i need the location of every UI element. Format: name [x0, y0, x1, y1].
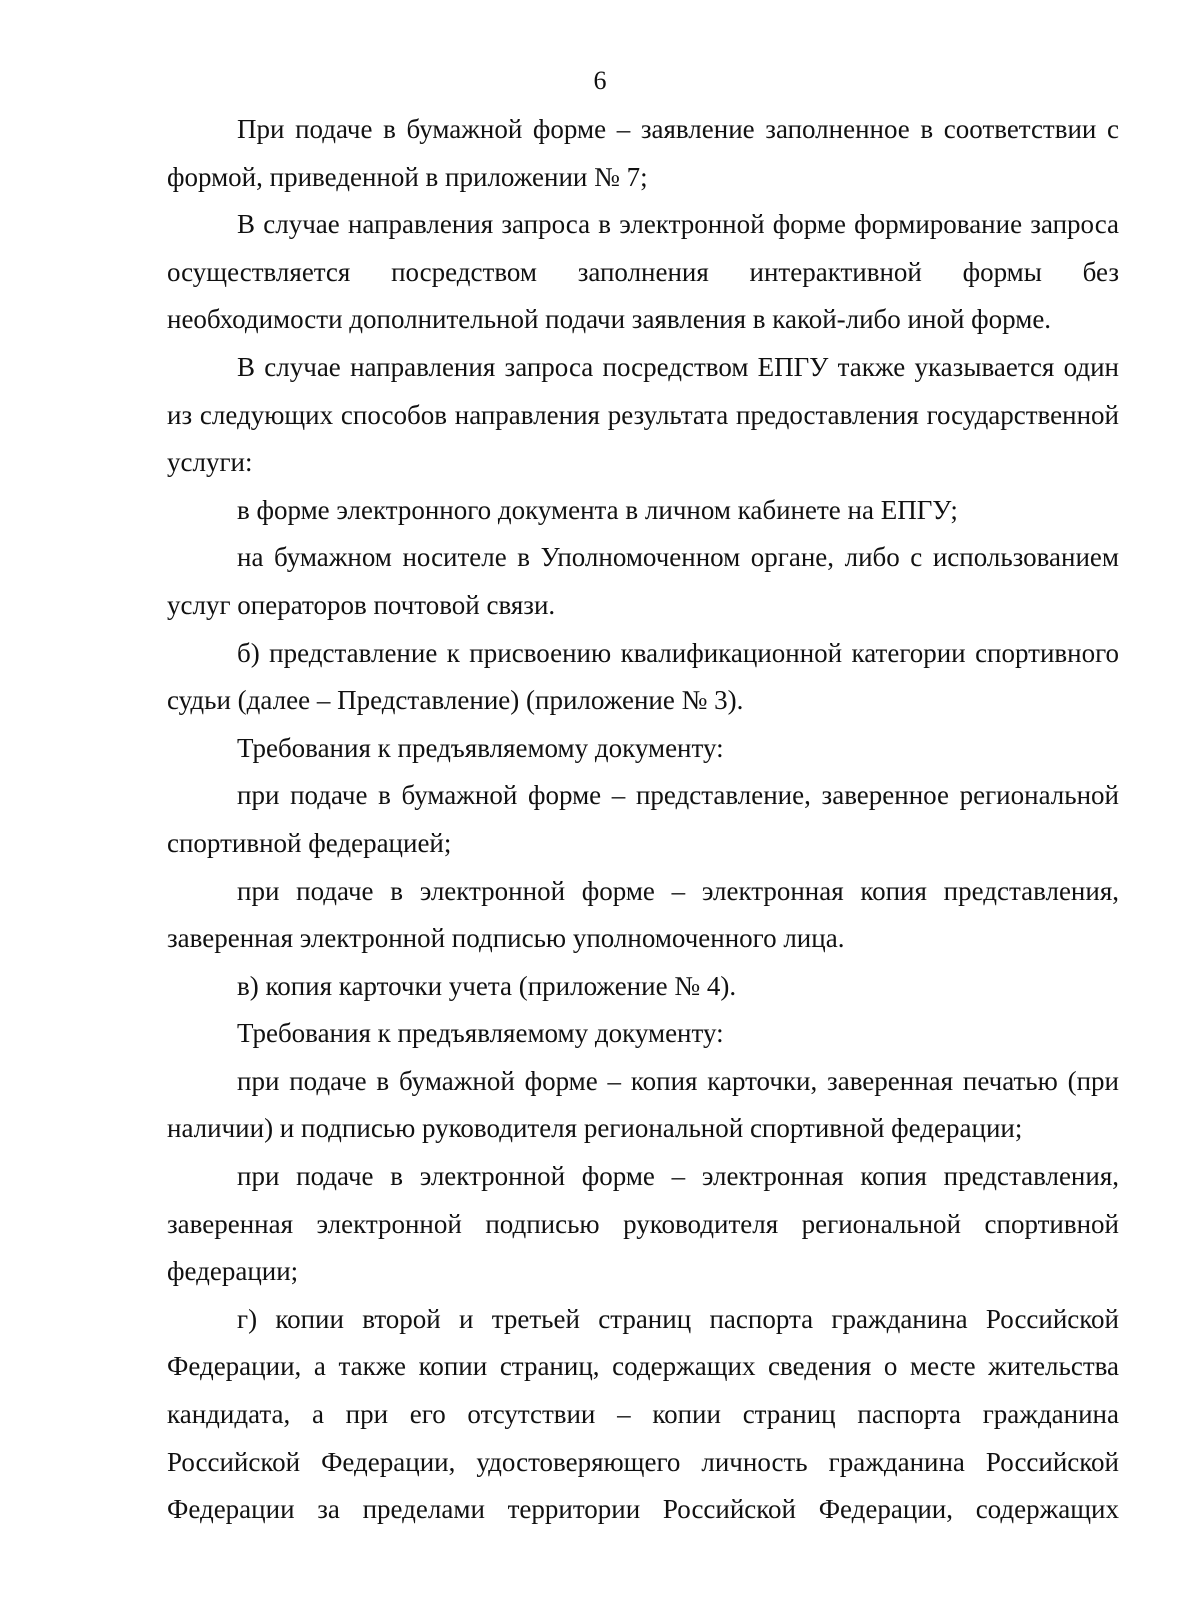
page-number: 6: [593, 66, 607, 95]
paragraph: при подаче в электронной форме – электронная копия представления, заверенная электронной подписью руководителя региональной спортивной федерации;: [167, 1161, 1119, 1287]
paragraph: при подаче в электронной форме – электронная копия представления, заверенная электронной подписью уполномоченного лица.: [167, 875, 1119, 954]
paragraph: в) копия карточки учета (приложение № 4).: [237, 970, 737, 1001]
paragraph: при подаче в бумажной форме – копия карточки, заверенная печатью (при наличии) и подписью руководителя региональной спортивной федерации;: [167, 1065, 1119, 1144]
paragraph: При подаче в бумажной форме – заявление заполненное в соответствии с формой, приведенной в приложении № 7;: [167, 114, 1119, 192]
paragraph: Требования к предъявляемому документу:: [237, 732, 724, 763]
paragraph: В случае направления запроса в электронной форме формирование запроса осуществляется посредством заполнения интерактивной формы без необходимости дополнительной подачи заявления в какой-либо иной форме.: [167, 209, 1119, 335]
paragraph: на бумажном носителе в Уполномоченном органе, либо с использованием услуг операторов почтовой связи.: [167, 542, 1119, 620]
paragraph: г) копии второй и третьей страниц паспорта гражданина Российской Федерации, а также копии страниц, содержащих сведения о месте жительства кандидата, а при его отсутствии – копии страниц паспорта гражданина Российской Федерации, удостоверяющего личность гражданина Российской Федерации за пределами территории Российской Федерации, содержащих: [167, 1303, 1119, 1525]
paragraph: при подаче в бумажной форме – представление, заверенное региональной спортивной федерацией;: [167, 780, 1119, 858]
document-body: [167, 106, 1119, 1534]
paragraph: В случае направления запроса посредством ЕПГУ также указывается один из следующих способов направления результата предоставления государственной услуги:: [167, 351, 1119, 478]
paragraph: в форме электронного документа в личном кабинете на ЕПГУ;: [237, 494, 958, 525]
paragraph: Требования к предъявляемому документу:: [237, 1018, 724, 1049]
paragraph: б) представление к присвоению квалификационной категории спортивного судьи (далее – Представление) (приложение № 3).: [167, 637, 1119, 716]
